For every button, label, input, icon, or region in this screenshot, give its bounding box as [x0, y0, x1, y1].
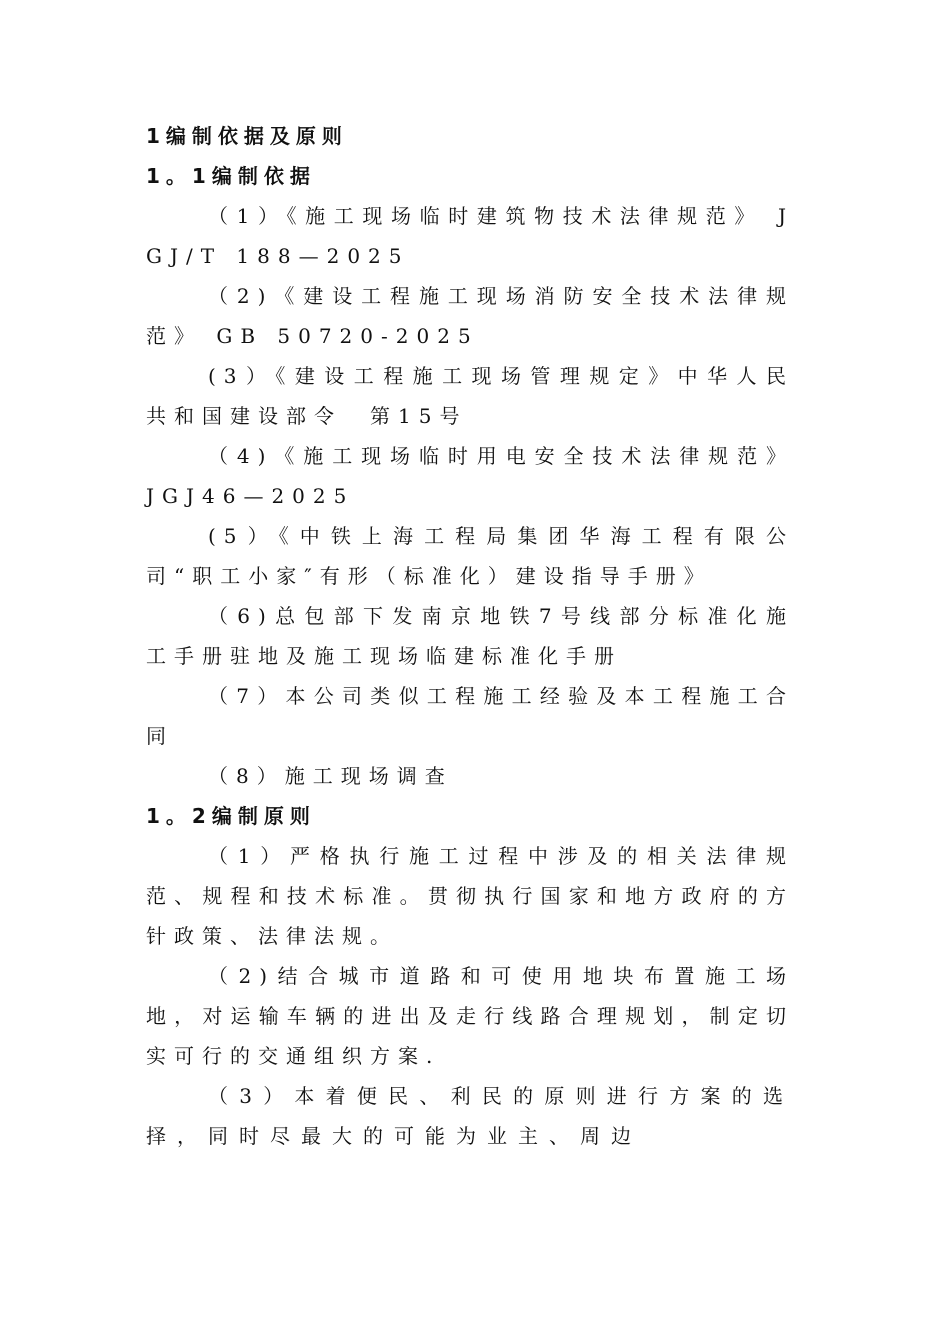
basis-item-7: （7）本公司类似工程施工经验及本工程施工合同 — [146, 684, 794, 748]
basis-item-3: (3）《建设工程施工现场管理规定》中华人民共和国建设部令 第15号 — [146, 364, 794, 428]
basis-item-5: (5）《中铁上海工程局集团华海工程有限公司“职工小家″有形（标准化）建设指导手册》 — [146, 524, 794, 588]
section-1-2-title: 1。2编制原则 — [146, 804, 316, 828]
basis-item-2: （2)《建设工程施工现场消防安全技术法律规范》 GB 50720-2025 — [146, 284, 794, 348]
principle-item-1: （1）严格执行施工过程中涉及的相关法律规范、规程和技术标准。贯彻执行国家和地方政府的方针政策、法律法规。 — [146, 844, 794, 948]
section-1-title: 1编制依据及原则 — [146, 124, 348, 148]
document-body — [146, 116, 794, 1156]
basis-item-1: （1）《施工现场临时建筑物技术法律规范》 JGJ/T 188—2025 — [146, 204, 794, 268]
basis-item-4: （4)《施工现场临时用电安全技术法律规范》 JGJ46—2025 — [146, 444, 794, 508]
principle-item-2: （2)结合城市道路和可使用地块布置施工场地，对运输车辆的进出及走行线路合理规划，制定切实可行的交通组织方案. — [146, 964, 794, 1068]
basis-item-8: （8）施工现场调查 — [208, 764, 453, 788]
principle-item-3: （3）本着便民、利民的原则进行方案的选择，同时尽最大的可能为业主、周边 — [146, 1084, 794, 1148]
section-1-1-title: 1。1编制依据 — [146, 164, 316, 188]
basis-item-6: （6)总包部下发南京地铁7号线部分标准化施工手册驻地及施工现场临建标准化手册 — [146, 604, 794, 668]
